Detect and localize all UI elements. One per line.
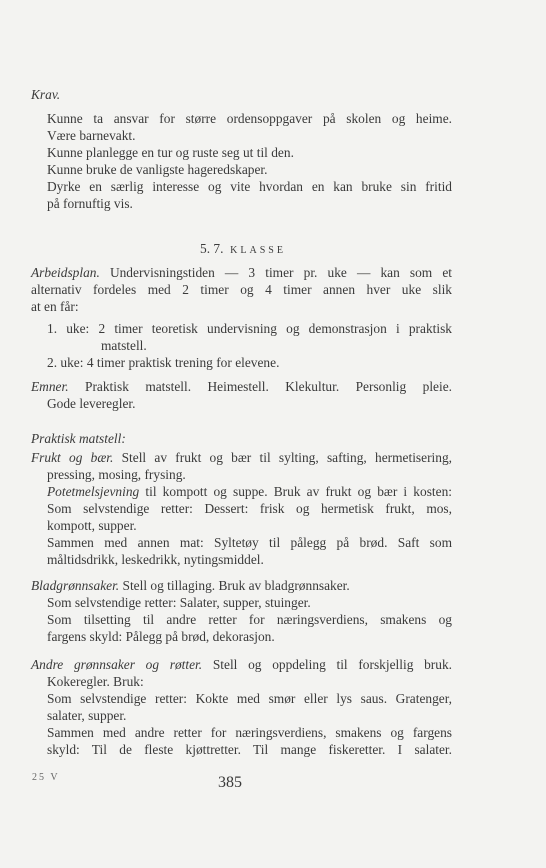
emner-label: Emner. [31, 379, 69, 394]
blad-block: Bladgrønnsaker. Stell og tillaging. Bruk av bladgrønnsaker. [31, 578, 350, 593]
section-number: 5. 7. [200, 241, 224, 256]
krav-line: Være barnevakt. [47, 128, 136, 143]
andre-body: Kokeregler. Bruk: Som selvstendige retter: Kokte med smør eller lys saus. Gratenger, salater, supper. Sammen med andre retter for næringsverdiens, smakens og fargens skyld: Til de fleste kjøttretter. Til mange fiskeretter. I salater. [47, 674, 452, 757]
frukt-block: Frukt og bær. Stell av frukt og bær til sylting, safting, hermetisering, [31, 450, 452, 465]
signature-mark: 25 V [32, 772, 60, 783]
arbeidsplan-line-1: Arbeidsplan. Undervisningstiden — 3 timer pr. uke — kan som et [31, 265, 452, 280]
krav-line: på fornuftig vis. [47, 196, 133, 211]
arbeidsplan-label: Arbeidsplan. [31, 265, 100, 280]
week-item: 1. uke: 2 timer teoretisk undervisning og demonstrasjon i praktisk [47, 321, 452, 336]
andre-block: Andre grønnsaker og røtter. Stell og oppdeling til forskjellig bruk. [31, 657, 452, 672]
week-item: 2. uke: 4 timer praktisk trening for elevene. [47, 355, 280, 370]
frukt-label: Frukt og bær. [31, 450, 114, 465]
andre-label: Andre grønnsaker og røtter. [31, 657, 203, 672]
frukt-body: pressing, mosing, frysing. Potetmelsjevning til kompott og suppe. Bruk av frukt og bær i kosten: Som selvstendige retter: Dessert: frisk og hermetisk frukt, mos, kompott, supper. Sammen med annen mat: Syltetøy til pålegg på brød. Saft som måltidsdrikk, leskedrikk, nytingsmiddel. [47, 467, 452, 567]
krav-list [47, 110, 452, 212]
arbeidsplan-line-3: at en får: [31, 299, 79, 314]
emner-block: Emner. Praktisk matstell. Heimestell. Klekultur. Personlig pleie. Gode leveregler. [31, 379, 452, 411]
arbeidsplan-items: 1. uke: 2 timer teoretisk undervisning og demonstrasjon i praktisk matstell. 2. uke: 4 timer praktisk trening for elevene. [47, 321, 452, 370]
krav-line: Kunne planlegge en tur og ruste seg ut til den. [47, 145, 294, 160]
section-heading [0, 240, 486, 259]
section-title: KLASSE [230, 245, 286, 256]
potet-label: Potetmelsjevning [47, 484, 140, 499]
page-number: 385 [218, 774, 242, 791]
krav-line: Kunne bruke de vanligste hageredskaper. [47, 162, 268, 177]
praktisk-heading: Praktisk matstell: [31, 431, 126, 446]
blad-body: Som selvstendige retter: Salater, supper, stuinger. Som tilsetting til andre retter for næringsverdiens, smakens og fargens skyld: Pålegg på brød, dekorasjon. [47, 595, 452, 644]
arbeidsplan-block [31, 264, 452, 315]
arbeidsplan-line-2: alternativ fordeles med 2 timer og 4 timer annen hver uke slik [31, 282, 452, 297]
krav-line: Dyrke en særlig interesse og vite hvordan en kan bruke sin fritid [47, 179, 452, 194]
blad-label: Bladgrønnsaker. [31, 578, 120, 593]
krav-heading: Krav. [31, 87, 61, 102]
krav-line: Kunne ta ansvar for større ordensoppgaver på skolen og heime. [47, 111, 452, 126]
